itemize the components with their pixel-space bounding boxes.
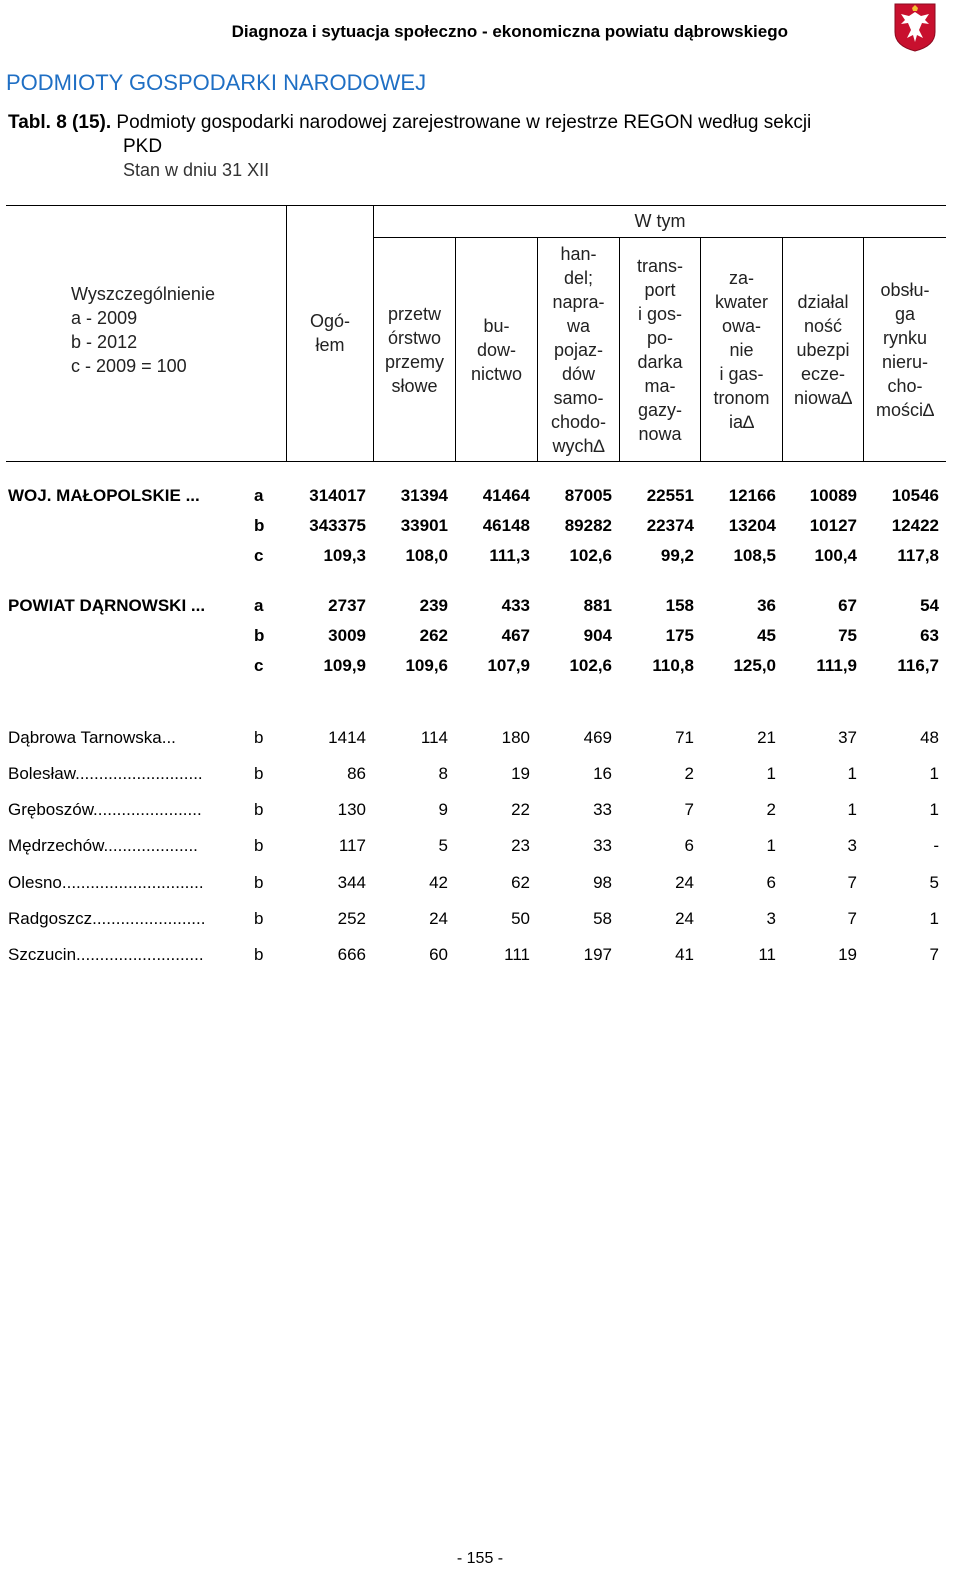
table-cell: 10089 — [809, 486, 857, 505]
table-cell: 9 — [438, 800, 448, 819]
table-row — [0, 596, 960, 626]
row-letter: b — [254, 945, 264, 964]
table-cell: 75 — [838, 626, 857, 645]
header-line: obsłu- — [880, 279, 930, 300]
table-cell: 6 — [684, 836, 694, 855]
header-line: słowe — [391, 375, 438, 396]
table-cell: 41464 — [482, 486, 530, 505]
table-cell: 99,2 — [660, 546, 694, 565]
row-label-dots: ........................... — [75, 764, 203, 783]
table-cell: 10127 — [809, 516, 857, 535]
table-cell: 110,8 — [652, 656, 694, 675]
table-cell: 904 — [583, 626, 612, 645]
table-cell: 239 — [419, 596, 448, 615]
header-line: ia∆ — [728, 411, 755, 432]
row-label-text: Gręboszów — [8, 800, 94, 819]
table-cell: 3009 — [328, 626, 366, 645]
header-ubezpieczenia — [783, 238, 863, 461]
header-line: nieru- — [881, 351, 929, 372]
table-row — [0, 728, 960, 758]
row-label-text: Dąbrowa Tarnowska — [8, 728, 162, 747]
table-row — [0, 945, 960, 975]
row-label-dots: .................... — [103, 836, 198, 855]
header-label: Wyszczególnienie — [71, 284, 215, 304]
table-cell: 67 — [838, 596, 857, 615]
table-cell: 1414 — [328, 728, 366, 747]
table-cell: 252 — [337, 909, 366, 928]
row-letter: b — [254, 909, 264, 928]
table-row — [0, 656, 960, 686]
header-line: pojaz- — [553, 339, 603, 360]
row-label-text: Olesno — [8, 873, 62, 892]
row-letter: a — [254, 596, 264, 615]
row-letter: b — [254, 626, 265, 645]
row-label-dots: .............................. — [61, 873, 204, 892]
table-cell: 117 — [338, 836, 366, 855]
header-line: ma- — [644, 375, 676, 396]
table-cell: 2 — [766, 800, 776, 819]
row-label-dots: ........................ — [92, 909, 206, 928]
table-cell: 98 — [593, 873, 612, 892]
header-line: órstwo — [387, 327, 441, 348]
table-cell: 13204 — [728, 516, 776, 535]
header-line: trans- — [636, 255, 683, 276]
table-cell: 433 — [501, 596, 530, 615]
row-letter: c — [254, 546, 264, 565]
row-label — [8, 836, 198, 856]
table-caption — [8, 111, 958, 159]
table-cell: 37 — [838, 728, 857, 747]
table-cell: 881 — [583, 596, 612, 615]
table-cell: 50 — [511, 909, 530, 928]
row-label-dots: ....................... — [93, 800, 202, 819]
table-caption-text: Podmioty gospodarki narodowej zarejestrowane w rejestrze REGON według sekcji — [116, 112, 812, 133]
table-cell: 2 — [684, 764, 694, 783]
row-letter: b — [254, 873, 264, 892]
header-handel — [538, 238, 619, 461]
header-line: przetw — [387, 303, 441, 324]
table-cell: 6 — [766, 873, 776, 892]
header-ogolem-line: Ogó- — [309, 311, 351, 331]
table-cell: 1 — [929, 764, 939, 783]
table-row — [0, 546, 960, 576]
table-cell: 5 — [438, 836, 448, 855]
table-cell: 7 — [684, 800, 694, 819]
header-line: rynku — [882, 327, 927, 348]
table-cell: 71 — [675, 728, 694, 747]
table-cell: 33 — [593, 836, 612, 855]
table-cell: 469 — [583, 728, 612, 747]
table-caption-line2: PKD — [123, 136, 163, 157]
table-cell: 1 — [766, 836, 776, 855]
table-cell: 41 — [675, 945, 694, 964]
table-cell: 102,6 — [569, 656, 612, 675]
row-label — [8, 909, 205, 929]
table-cell: 109,9 — [323, 656, 366, 675]
header-line: tronom — [713, 387, 770, 408]
table-cell: 24 — [429, 909, 448, 928]
table-cell: 21 — [757, 728, 776, 747]
header-line: del; — [563, 267, 593, 288]
header-line: ubezpi — [796, 339, 850, 360]
table-caption-prefix: Tabl. 8 (15). — [8, 112, 112, 133]
row-letter: a — [254, 486, 264, 505]
table-cell: 48 — [920, 728, 939, 747]
legend-b: b - 2012 — [71, 332, 138, 352]
header-line: wych∆ — [552, 435, 605, 456]
row-label-text: Radgoszcz — [8, 909, 93, 928]
table-cell: 108,5 — [733, 546, 776, 565]
header-line: niowa∆ — [793, 387, 853, 408]
header-transport — [620, 238, 700, 461]
header-line: chodo- — [550, 411, 607, 432]
table-cell: 1 — [847, 800, 857, 819]
table-cell: 109,6 — [405, 656, 448, 675]
table-cell: 3 — [766, 909, 776, 928]
table-cell: 102,6 — [569, 546, 612, 565]
header-line: dow- — [476, 339, 516, 360]
table-cell: 180 — [501, 728, 530, 747]
table-cell: 314017 — [309, 486, 366, 505]
table-cell: 45 — [757, 626, 776, 645]
table-cell: 12422 — [891, 516, 939, 535]
section-title: PODMIOTY GOSPODARKI NARODOWEJ — [6, 70, 427, 95]
table-cell: 1 — [766, 764, 776, 783]
table-cell: 46148 — [482, 516, 530, 535]
table-cell: 109,3 — [323, 546, 366, 565]
header-budownictwo — [456, 238, 537, 461]
header-line: nie — [729, 339, 754, 360]
table-cell: 12166 — [728, 486, 776, 505]
header-ogolem-line: łem — [315, 335, 345, 355]
table-cell: 87005 — [564, 486, 612, 505]
table-cell: 7 — [847, 909, 857, 928]
coat-of-arms-icon — [893, 2, 937, 52]
table-row — [0, 836, 960, 866]
row-label — [8, 764, 203, 784]
header-line: cho- — [887, 375, 923, 396]
table-cell: 175 — [665, 626, 694, 645]
table-cell: 31394 — [400, 486, 448, 505]
header-zakwaterowanie — [701, 238, 782, 461]
table-cell: 7 — [929, 945, 939, 964]
row-label-dots: ... — [161, 728, 176, 747]
table-cell: 23 — [511, 836, 530, 855]
header-nieruchomosci — [864, 238, 946, 461]
table-cell: 2737 — [328, 596, 366, 615]
header-line: dów — [561, 363, 595, 384]
table-cell: 1 — [929, 909, 939, 928]
table-cell: 107,9 — [487, 656, 530, 675]
row-letter: b — [254, 836, 264, 855]
header-line: działal — [797, 291, 849, 312]
header-line: mości∆ — [875, 399, 935, 420]
row-label — [8, 873, 204, 893]
row-label — [8, 800, 202, 820]
table-cell: 11 — [758, 945, 776, 964]
table-cell: 117,8 — [897, 546, 939, 565]
table-cell: 10546 — [891, 486, 939, 505]
table-cell: 111 — [504, 945, 530, 964]
table-row — [0, 626, 960, 656]
table-cell: 197 — [583, 945, 612, 964]
table-row — [0, 486, 960, 516]
row-label-text: Bolesław — [8, 764, 76, 783]
header-line: za- — [728, 267, 754, 288]
row-label-text: POWIAT DĄRNOWSKI — [8, 596, 187, 615]
header-line: owa- — [721, 315, 761, 336]
row-label — [8, 945, 204, 965]
table-cell: 111,3 — [489, 546, 530, 565]
header-line: ecze- — [800, 363, 845, 384]
header-line: bu- — [483, 315, 510, 336]
row-label-dots: ........................... — [76, 945, 204, 964]
table-cell: 60 — [429, 945, 448, 964]
table-cell: 58 — [593, 909, 612, 928]
table-cell: 3 — [847, 836, 857, 855]
header-przemysl — [374, 238, 455, 461]
table-cell: 33 — [593, 800, 612, 819]
page-number: - 155 - — [456, 1550, 504, 1567]
row-label-text: Mędrzechów — [8, 836, 104, 855]
row-label-text: Szczucin — [8, 945, 77, 964]
header-line: wa — [566, 315, 590, 336]
table-cell: 22374 — [646, 516, 694, 535]
table-cell: - — [933, 836, 939, 855]
header-line: ność — [803, 315, 842, 336]
table-row — [0, 764, 960, 794]
table-cell: 63 — [920, 626, 939, 645]
table-cell: 114 — [420, 728, 448, 747]
row-letter: b — [254, 764, 264, 783]
header-line: han- — [560, 243, 597, 264]
row-letter: b — [254, 728, 264, 747]
header-w-tym — [374, 205, 946, 237]
header-line: przemy — [384, 351, 444, 372]
report-title: Diagnoza i sytuacja społeczno - ekonomiczna powiatu dąbrowskiego — [231, 22, 788, 41]
header-line: kwater — [714, 291, 768, 312]
row-label — [8, 596, 205, 616]
header-bottom-rule — [6, 461, 946, 462]
header-line: darka — [637, 351, 683, 372]
table-cell: 36 — [757, 596, 776, 615]
table-state: Stan w dniu 31 XII — [123, 160, 270, 180]
table-cell: 19 — [511, 764, 530, 783]
row-label-dots: ... — [180, 486, 200, 505]
row-letter: b — [254, 800, 264, 819]
table-cell: 22 — [511, 800, 530, 819]
header-line: po- — [646, 327, 673, 348]
table-cell: 125,0 — [733, 656, 776, 675]
table-row — [0, 516, 960, 546]
table-row — [0, 800, 960, 830]
table-cell: 262 — [419, 626, 448, 645]
table-cell: 467 — [501, 626, 530, 645]
header-line: samo- — [553, 387, 604, 408]
table-cell: 16 — [593, 764, 612, 783]
header-wyszczegolnienie — [0, 282, 286, 378]
header-line: port — [644, 279, 676, 300]
table-cell: 5 — [929, 873, 939, 892]
row-letter: b — [254, 516, 265, 535]
row-label — [8, 728, 176, 748]
table-cell: 54 — [920, 596, 939, 615]
table-cell: 130 — [337, 800, 366, 819]
table-cell: 111,9 — [816, 656, 857, 675]
header-line: gazy- — [637, 399, 682, 420]
row-letter: c — [254, 656, 264, 675]
table-cell: 158 — [665, 596, 694, 615]
header-line: ga — [894, 303, 916, 324]
table-cell: 666 — [337, 945, 366, 964]
header-line: napra- — [552, 291, 605, 312]
header-line: i gos- — [637, 303, 682, 324]
table-cell: 100,4 — [814, 546, 857, 565]
legend-c: c - 2009 = 100 — [71, 356, 187, 376]
header-ogolem — [287, 205, 373, 461]
table-cell: 7 — [847, 873, 857, 892]
table-cell: 42 — [429, 873, 448, 892]
table-cell: 62 — [511, 873, 530, 892]
table-cell: 89282 — [564, 516, 612, 535]
table-cell: 19 — [838, 945, 857, 964]
row-label — [8, 486, 200, 506]
table-cell: 1 — [929, 800, 939, 819]
table-cell: 116,7 — [897, 656, 939, 675]
header-line: i gas- — [719, 363, 764, 384]
table-cell: 24 — [675, 909, 694, 928]
table-row — [0, 873, 960, 903]
table-cell: 108,0 — [405, 546, 448, 565]
table-cell: 8 — [438, 764, 448, 783]
table-cell: 86 — [347, 764, 366, 783]
table-cell: 344 — [337, 873, 366, 892]
header-line: nowa — [638, 423, 682, 444]
table-cell: 343375 — [309, 516, 366, 535]
table-row — [0, 909, 960, 939]
row-label-dots: ... — [186, 596, 206, 615]
header-w-tym-label: W tym — [634, 211, 686, 231]
table-cell: 24 — [675, 873, 694, 892]
table-cell: 22551 — [646, 486, 694, 505]
table-cell: 33901 — [400, 516, 448, 535]
table-cell: 1 — [847, 764, 857, 783]
row-label-text: WOJ. MAŁOPOLSKIE — [8, 486, 181, 505]
legend-a: a - 2009 — [71, 308, 138, 328]
header-line: nictwo — [470, 363, 523, 384]
